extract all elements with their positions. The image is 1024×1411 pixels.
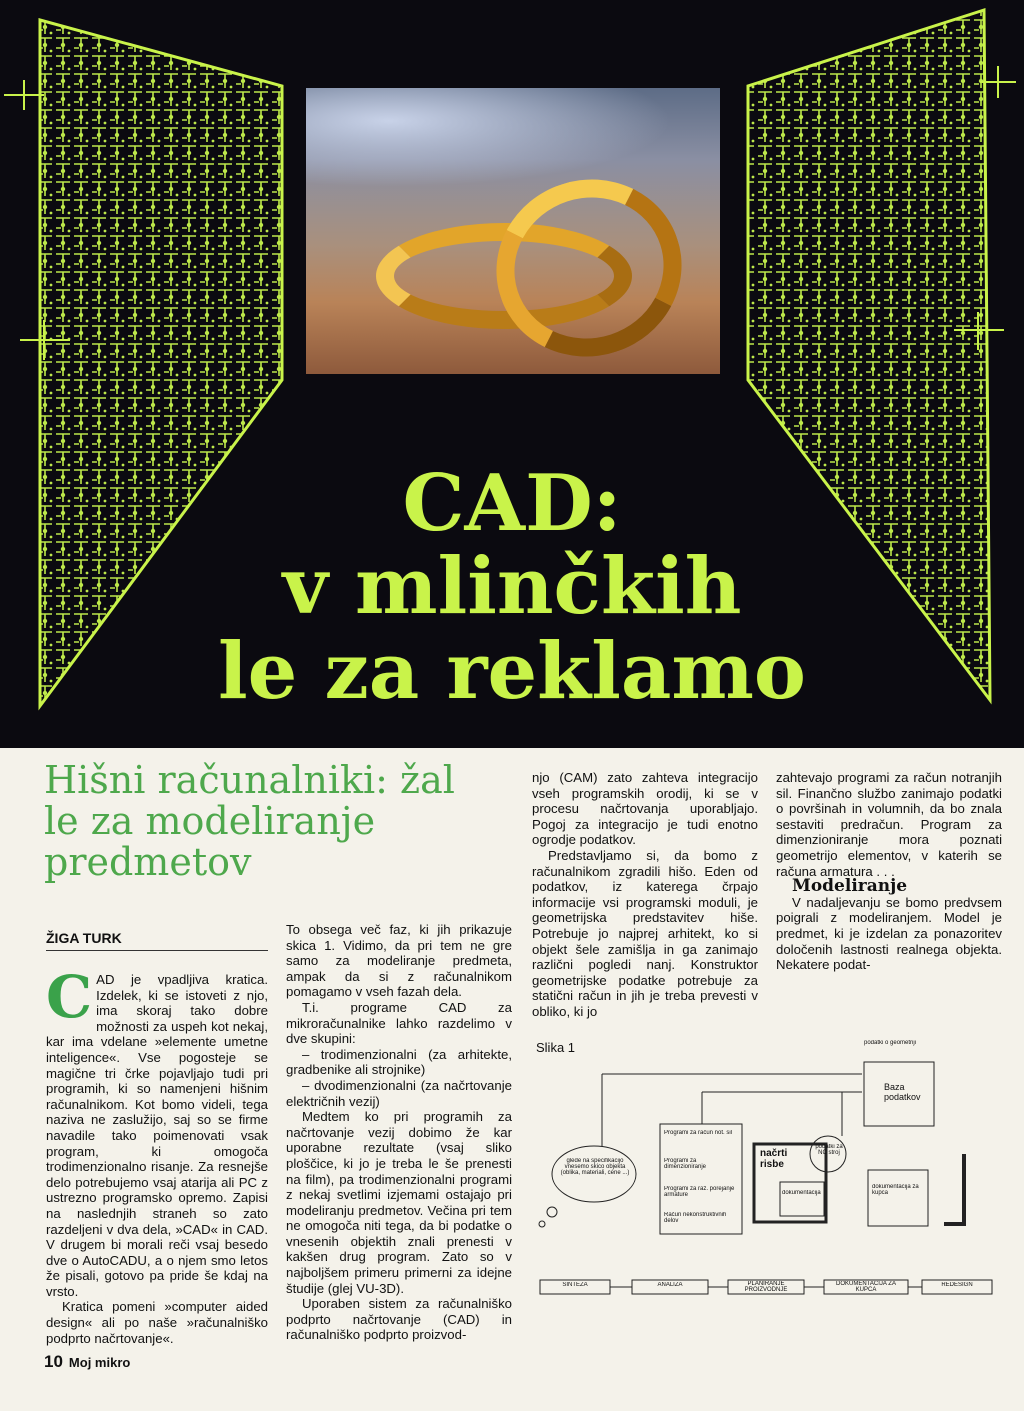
cad-process-diagram bbox=[532, 1034, 1004, 1334]
flow-step: ANALIZA bbox=[657, 1282, 683, 1288]
nc-label: podatki za NC stroj bbox=[815, 1144, 843, 1156]
stack-item: Programi za raz. porejanje armature bbox=[664, 1186, 735, 1198]
hero-title-line-1: CAD: bbox=[402, 458, 622, 549]
article-subhead: Hišni računalniki: žal le za modeliranje predmetov bbox=[44, 758, 455, 884]
page-footer bbox=[44, 1352, 130, 1372]
figure-caption: Slika 1 bbox=[536, 1040, 576, 1055]
geometry-label: podatki o geometriji bbox=[864, 1040, 917, 1046]
paragraph: zahtevajo programi za račun notranjih sil. Finančno službo zanimajo podatki o površinah in volumnih, da bo znala sestaviti predračun. Program za dimenzioniranje mora poznati geometrijo elementov, v katerih se računa armatura . . . bbox=[776, 770, 1002, 879]
dokumentacija-label: dokumentacija bbox=[782, 1190, 821, 1196]
paragraph: njo (CAM) zato zahteva integracijo vseh programskih orodij, ki se v procesu načrtovanja uporabljajo. Pogoj za integracijo je tudi enotno ogrodje podatkov. bbox=[532, 770, 758, 848]
author-divider bbox=[46, 950, 268, 951]
flow-step: SINTEZA bbox=[562, 1282, 588, 1288]
paragraph: Uporaben sistem za računalniško podprto načrtovanje (CAD) in računalniško podprto proizvod- bbox=[286, 1296, 512, 1343]
paragraph: T.i. programe CAD za mikroračunalnike lahko razdelimo v dve skupini: bbox=[286, 999, 512, 1047]
list-item: – trodimenzionalni (za arhitekte, gradbenike ali strojnike) bbox=[286, 1046, 512, 1078]
column-2 bbox=[286, 922, 512, 1343]
spec-bubble-text: glede na specifikacijo vnesemo skico objekta (oblika, materiali, cene ...) bbox=[560, 1158, 630, 1176]
hero-title-line-3: le za reklamo bbox=[218, 626, 806, 717]
stack-item: Programi za račun not. sil bbox=[664, 1130, 733, 1136]
flow-step: PLANIRANJE PROIZVODNJE bbox=[744, 1281, 788, 1293]
paragraph: Predstavljamo si, da bomo z računalnikom zgradili hišo. Eden od podatkov, iz katerega črpajo informacije vsi programski moduli, je geometrijska predstavitev hiše. Potrebuje jo najprej arhitekt, ko si objekt šele zamišlja in ga zanimajo različni pogledi nanj. Konstruktor geometrijske podatke potrebuje za statični račun in jih je treba prevesti v obliko, ki jo bbox=[532, 847, 758, 1019]
paragraph: V nadaljevanju se bomo predvsem poigrali z modeliranjem. Model je predmet, ki je izdelan za ponazoritev določenih lastnosti realnega objekta. Nekatere podat- bbox=[776, 894, 1002, 973]
paragraph: Medtem ko pri programih za načrtovanje vezij dobimo že kar uporabne rezultate (vsaj sliko ploščice, ki jo je treba le še prenesti na film), pa trodimenzionalni programi z nekaj svetlimi izjemami ostajajo pri modeliranju predmetov. Večina pri tem ne omogoča niti tega, da bi podatke o vnesenih objektih znali prenesti v kakšen drug program. Zato so v najboljšem primeru primerni za idejne študije (glej VU-3D). bbox=[286, 1109, 512, 1296]
database-label: Baza podatkov bbox=[884, 1082, 921, 1102]
flow-step: REDESIGN bbox=[941, 1282, 973, 1288]
stack-item: Programi za dimenzioniranje bbox=[664, 1158, 707, 1170]
gold-rings-photo bbox=[306, 88, 720, 374]
hero-title-line-2: v mlinčkih bbox=[282, 541, 742, 632]
section-heading: Modeliranje bbox=[792, 876, 908, 897]
author-name: ŽIGA TURK bbox=[46, 930, 122, 946]
paragraph: To obsega več faz, ki jih prikazuje skica 1. Vidimo, da pri tem ne gre samo za modeliranje predmeta, ampak da si z računalnikom pomagamo v vseh fazah dela. bbox=[286, 922, 512, 1000]
page-number: 10 bbox=[44, 1352, 63, 1371]
magazine-name: Moj mikro bbox=[68, 1355, 131, 1370]
flow-step: DOKUMENTACIJA ZA KUPCA bbox=[836, 1281, 896, 1293]
customer-docs-label: dokumentacija za kupca bbox=[872, 1184, 919, 1196]
drop-cap: C bbox=[46, 963, 93, 1031]
intro-paragraph: CAD je vpadljiva kratica. Izdelek, ki se istoveti z njo, ima skoraj tako dobre možnosti za uspeh kot nekaj, kar ima vdelane »elemente umetne inteligence«. Vse pogosteje se magične tri črke pojavljajo tudi pri programih, ki so namenjeni hišnim računalnikom. Kot bomo videli, tega naziva ne zaslužijo, saj so se firme navadile tako poimenovati vsak program, ki omogoča trodimenzionalno risanje. Za resnejše delo potrebujemo vsaj atarija ali PC z ustrezno programsko opremo. Zapisi na naslednjih straneh so zato razdeljeni v dva dela, »CAD« in CAD. V drugem bi morali reči vsaj besedo dve o AutoCADU, a o njem smo letos že pisali, gotovo pa pride še kdaj na vrsto. bbox=[46, 963, 268, 1299]
list-item: – dvodimenzionalni (za načrtovanje električnih vezij) bbox=[286, 1077, 512, 1109]
stack-item: Račun nekonstruktivnih delov bbox=[664, 1212, 727, 1224]
column-4 bbox=[776, 770, 1002, 973]
column-3 bbox=[532, 770, 758, 1020]
paragraph: Kratica pomeni »computer aided design« ali po naše »računalniško podprto načrtovanje«. bbox=[46, 1299, 268, 1346]
nacrti-label: načrti risbe bbox=[760, 1148, 788, 1170]
column-1 bbox=[46, 963, 268, 1346]
